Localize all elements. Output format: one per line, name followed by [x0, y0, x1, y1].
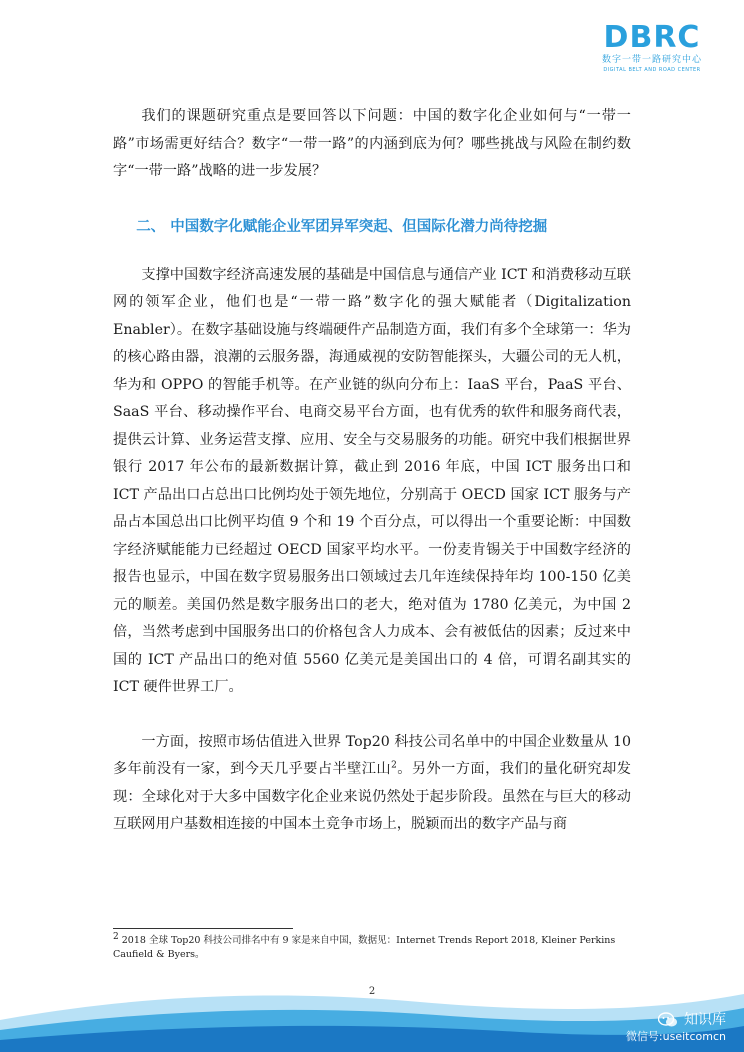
paragraph-enablers: 支撑中国数字经济高速发展的基础是中国信息与通信产业 ICT 和消费移动互联网的领军企业，他们也是“一带一路”数字化的强大赋能者（Digitalization Enabler）。在数字基础设施与终端硬件产品制造方面，我们有多个全球第一：华为的核心路由器，浪潮的云服务器，海通威视的安防智能探头，大疆公司的无人机，华为和 OPPO 的智能手机等。在产业链的纵向分布上：IaaS 平台，PaaS 平台、SaaS 平台、移动操作平台、电商交易平台方面，也有优秀的软件和服务商代表，提供云计算、业务运营支撑、应用、安全与交易服务的功能。研究中我们根据世界银行 2017 年公布的最新数据计算，截止到 2016 年底，中国 ICT 服务出口和 ICT 产品出口占总出口比例均处于领先地位，分别高于 OECD 国家 ICT 服务与产品占本国总出口比例平均值 9 个和 19 个百分点，可以得出一个重要论断：中国数字经济赋能能力已经超过 OECD 国家平均水平。一份麦肯锡关于中国数字经济的报告也显示，中国在数字贸易服务出口领域过去几年连续保持年均 100-150 亿美元的顺差。美国仍然是数字服务出口的老大，绝对值为 1780 亿美元，为中国 2 倍，当然考虑到中国服务出口的价格包含人力成本、会有被低估的因素；反过来中国的 ICT 产品出口的绝对值 5560 亿美元是美国出口的 4 倍，可谓名副其实的 ICT 硬件世界工厂。	[113, 266, 631, 695]
wechat-icon	[658, 1012, 678, 1028]
logo-wordmark: DBRC	[603, 20, 701, 55]
footnote-reference[interactable]: 2	[391, 760, 397, 771]
paragraph-globalization-part1: 一方面，按照市场估值进入世界 Top20 科技公司名单中的中国企业数量从 10 多年前没有一家，到今天几乎要占半壁江山	[113, 733, 631, 777]
footnote-divider	[113, 928, 293, 929]
dbrc-logo	[596, 22, 708, 74]
paragraph-globalization-part2: 。另外一方面，我们的量化研究却发现：全球化对于大多中国数字化企业来说仍然处于起步阶段。虽然在与巨大的移动互联网用户基数相连接的中国本土竞争市场上，脱颖而出的数字产品与商	[113, 761, 631, 832]
page-number: 2	[368, 986, 376, 997]
footnote-mark: 2	[113, 931, 119, 942]
logo-english-name: DIGITAL BELT AND ROAD CENTER	[603, 67, 701, 73]
footnote-text: 2018 全球 Top20 科技公司排名中有 9 家是来自中国，数据见：Internet Trends Report 2018, Kleiner Perkins Caufield & Byers。	[113, 935, 616, 960]
watermark	[626, 1011, 726, 1044]
document-body	[113, 103, 631, 839]
watermark-subtitle: 微信号:useitcomcn	[625, 1030, 726, 1043]
logo-chinese-name: 数字一带一路研究中心	[601, 55, 702, 65]
paragraph-gap	[113, 702, 631, 729]
paragraph-globalization	[113, 729, 631, 839]
watermark-title: 知识库	[684, 1012, 726, 1028]
footnote	[113, 931, 633, 962]
paragraph-intro: 我们的课题研究重点是要回答以下问题：中国的数字化企业如何与“一带一路”市场需更好结合？数字“一带一路”的内涵到底为何？哪些挑战与风险在制约数字“一带一路”战略的进一步发展？	[113, 108, 631, 179]
section-heading: 二、 中国数字化赋能企业军团异军突起、但国际化潜力尚待挖掘	[136, 218, 548, 235]
